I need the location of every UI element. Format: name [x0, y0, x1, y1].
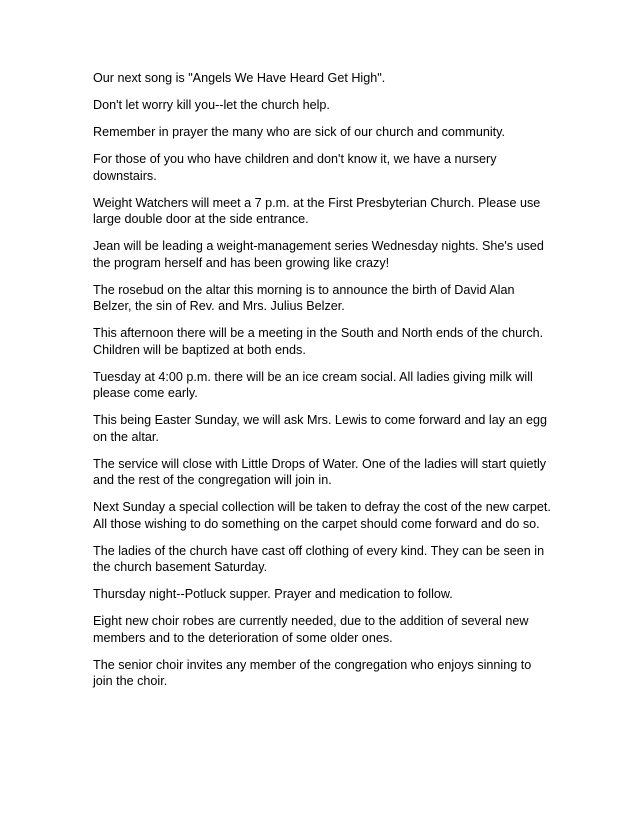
- paragraph-potluck: Thursday night--Potluck supper. Prayer and medication to follow.: [93, 587, 453, 601]
- paragraph-song: Our next song is "Angels We Have Heard Get High".: [93, 71, 386, 85]
- paragraph-rosebud: The rosebud on the altar this morning is to announce the birth of David Alan Belzer, the sin of Rev. and Mrs. Julius Belzer.: [93, 282, 515, 313]
- paragraph-choir-robes: Eight new choir robes are currently needed, due to the addition of several new members and to the deterioration of some older ones.: [93, 614, 529, 645]
- paragraph-baptism: This afternoon there will be a meeting in the South and North ends of the church. Children will be baptized at both ends.: [93, 326, 544, 357]
- paragraph-nursery: For those of you who have children and don't know it, we have a nursery downstairs.: [93, 152, 497, 183]
- document-body: [93, 70, 553, 700]
- paragraph-weight-management: Jean will be leading a weight-management series Wednesday nights. She's used the program herself and has been growing like crazy!: [93, 239, 544, 270]
- paragraph-prayer: Remember in prayer the many who are sick of our church and community.: [93, 125, 506, 139]
- paragraph-ice-cream-social: Tuesday at 4:00 p.m. there will be an ice cream social. All ladies giving milk will please come early.: [93, 369, 533, 400]
- paragraph-carpet: Next Sunday a special collection will be taken to defray the cost of the new carpet. All those wishing to do something on the carpet should come forward and do so.: [93, 500, 551, 531]
- paragraph-weight-watchers: Weight Watchers will meet a 7 p.m. at the First Presbyterian Church. Please use large double door at the side entrance.: [93, 195, 541, 226]
- paragraph-clothing: The ladies of the church have cast off clothing of every kind. They can be seen in the church basement Saturday.: [93, 543, 545, 574]
- paragraph-service-close: The service will close with Little Drops of Water. One of the ladies will start quietly and the rest of the congregation will join in.: [93, 456, 547, 487]
- paragraph-worry: Don't let worry kill you--let the church help.: [93, 98, 330, 112]
- paragraph-easter: This being Easter Sunday, we will ask Mrs. Lewis to come forward and lay an egg on the altar.: [93, 413, 548, 444]
- paragraph-senior-choir: The senior choir invites any member of the congregation who enjoys sinning to join the choir.: [93, 657, 532, 688]
